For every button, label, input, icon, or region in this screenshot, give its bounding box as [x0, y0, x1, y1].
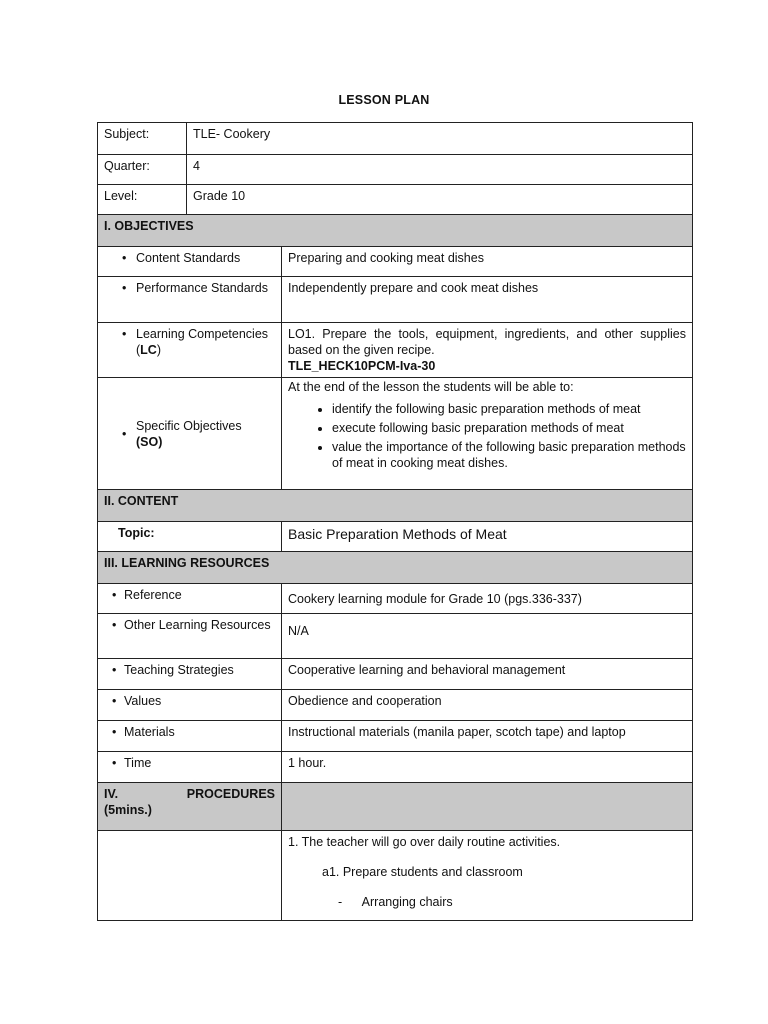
teaching-strategies-value: Cooperative learning and behavioral management: [282, 659, 693, 690]
values-value: Obedience and cooperation: [282, 690, 693, 721]
bullet-icon: •: [112, 588, 117, 602]
learning-competencies-label: • Learning Competencies (LC): [98, 323, 282, 378]
bullet-icon: •: [112, 618, 117, 632]
subject-label: Subject:: [98, 123, 187, 155]
content-header: II. CONTENT: [98, 490, 693, 522]
topic-label: Topic:: [98, 522, 282, 552]
procedures-body-row: [98, 831, 693, 921]
page-title: LESSON PLAN: [338, 93, 430, 107]
list-item: • identify the following basic preparation methods of meat: [332, 401, 686, 417]
other-resources-row: [98, 614, 693, 659]
time-label: • Time: [98, 752, 282, 783]
quarter-row: [98, 155, 693, 185]
procedures-header-row: [98, 783, 693, 831]
list-item: • execute following basic preparation methods of meat: [332, 420, 686, 436]
other-resources-value: N/A: [282, 614, 693, 659]
procedure-step-dash-1: - Arranging chairs: [338, 895, 453, 909]
bullet-icon: •: [122, 327, 127, 341]
content-standards-value: Preparing and cooking meat dishes: [282, 247, 693, 277]
procedures-body-left: [98, 831, 282, 921]
bullet-icon: •: [122, 281, 127, 295]
level-row: [98, 185, 693, 215]
teaching-strategies-label: • Teaching Strategies: [98, 659, 282, 690]
quarter-label: Quarter:: [98, 155, 187, 185]
specific-objectives-list: [288, 401, 686, 471]
competency-code: TLE_HECK10PCM-Iva-30: [288, 359, 436, 373]
learning-competencies-value: LO1. Prepare the tools, equipment, ingredients, and other supplies based on the given recipe. TLE_HECK10PCM-Iva-30: [282, 323, 693, 378]
resources-header-row: [98, 552, 693, 584]
procedures-header: IV. PROCEDURES (5mins.): [98, 783, 282, 831]
bullet-icon: •: [122, 426, 127, 441]
reference-value: Cookery learning module for Grade 10 (pgs.336-337): [282, 584, 693, 614]
content-standards-row: [98, 247, 693, 277]
subject-value: TLE- Cookery: [187, 123, 693, 155]
procedures-body: [282, 831, 693, 921]
dash-icon: -: [338, 895, 343, 909]
bullet-icon: •: [112, 756, 117, 770]
performance-standards-row: [98, 277, 693, 323]
time-row: [98, 752, 693, 783]
time-value: 1 hour.: [282, 752, 693, 783]
learning-competencies-row: [98, 323, 693, 378]
specific-objectives-value: At the end of the lesson the students will be able to: • identify the following basic preparation methods of meat • execute following basic preparation methods of meat • value the importance of the following basic preparation methods of meat in cooking meat dishes.: [282, 378, 693, 490]
materials-row: [98, 721, 693, 752]
teaching-strategies-row: [98, 659, 693, 690]
resources-header: III. LEARNING RESOURCES: [98, 552, 693, 584]
other-resources-label: • Other Learning Resources: [98, 614, 282, 659]
reference-row: [98, 584, 693, 614]
list-item: • value the importance of the following basic preparation methods of meat in cooking meat dishes.: [332, 439, 686, 471]
subject-row: [98, 123, 693, 155]
objectives-header-row: [98, 215, 693, 247]
content-header-row: [98, 490, 693, 522]
performance-standards-label: • Performance Standards: [98, 277, 282, 323]
performance-standards-value: Independently prepare and cook meat dishes: [282, 277, 693, 323]
values-label: • Values: [98, 690, 282, 721]
specific-objectives-row: [98, 378, 693, 490]
procedure-step-a1: a1. Prepare students and classroom: [322, 865, 523, 879]
materials-label: • Materials: [98, 721, 282, 752]
values-row: [98, 690, 693, 721]
bullet-icon: •: [122, 251, 127, 265]
bullet-icon: •: [112, 725, 117, 739]
quarter-value: 4: [187, 155, 693, 185]
level-value: Grade 10: [187, 185, 693, 215]
content-standards-label: • Content Standards: [98, 247, 282, 277]
level-label: Level:: [98, 185, 187, 215]
lesson-plan-table: [97, 122, 693, 921]
bullet-icon: •: [112, 663, 117, 677]
procedure-step-1: 1. The teacher will go over daily routine activities.: [288, 835, 561, 849]
procedures-header-empty: [282, 783, 693, 831]
specific-objectives-label: • Specific Objectives (SO): [98, 378, 282, 490]
objectives-header: I. OBJECTIVES: [98, 215, 693, 247]
reference-label: • Reference: [98, 584, 282, 614]
bullet-icon: •: [112, 694, 117, 708]
materials-value: Instructional materials (manila paper, scotch tape) and laptop: [282, 721, 693, 752]
topic-value: Basic Preparation Methods of Meat: [282, 522, 693, 552]
topic-row: [98, 522, 693, 552]
